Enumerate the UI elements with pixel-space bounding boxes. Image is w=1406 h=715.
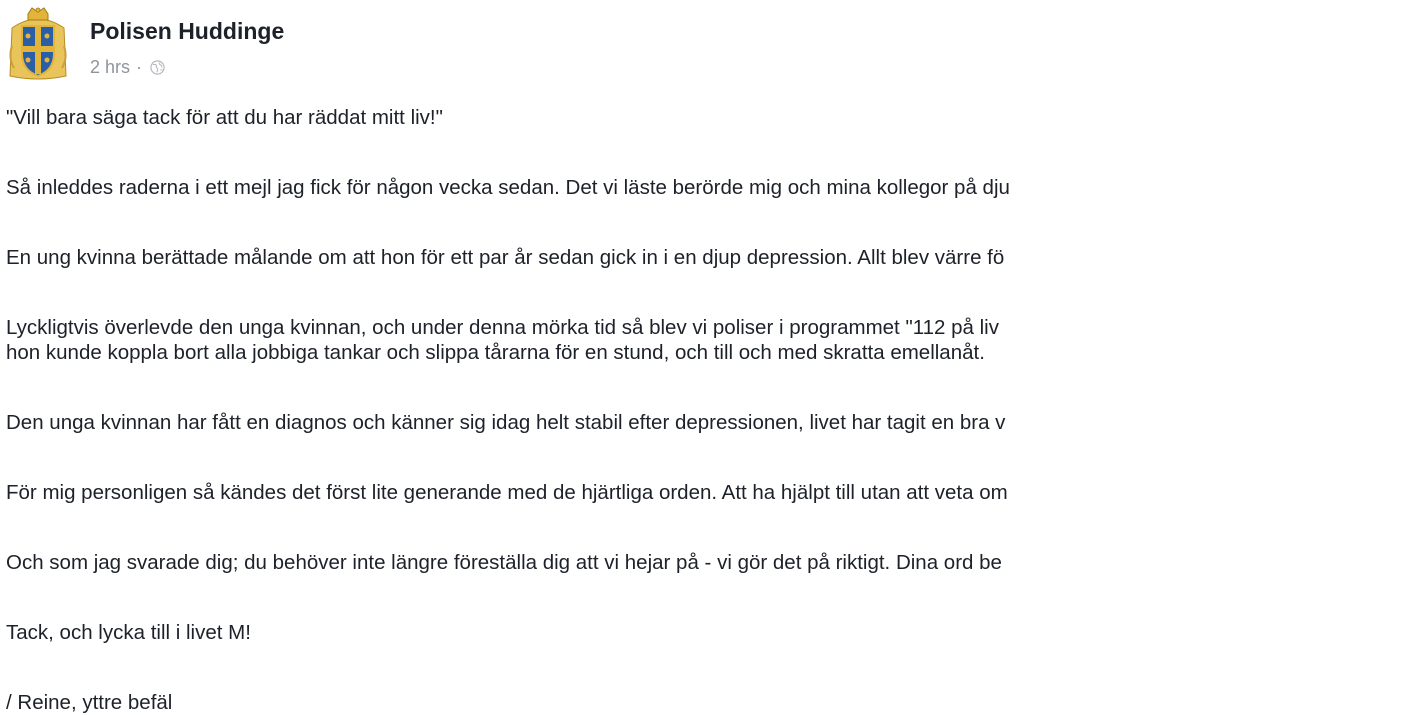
post-paragraph — [6, 690, 1406, 715]
police-coat-of-arms-icon — [6, 6, 70, 84]
post-meta — [90, 56, 165, 78]
post-text-line: För mig personligen så kändes det först lite generande med de hjärtliga orden. Att ha hjälpt till utan att veta om — [6, 481, 1008, 504]
globe-icon[interactable] — [150, 60, 165, 75]
post-body — [6, 105, 1406, 715]
post-paragraph — [6, 245, 1406, 270]
post-paragraph — [6, 550, 1406, 575]
post-text-line: Lyckligtvis överlevde den unga kvinnan, och under denna mörka tid så blev vi poliser i programmet "112 på liv — [6, 316, 999, 339]
post-text-line: "Vill bara säga tack för att du har räddat mitt liv!" — [6, 106, 443, 129]
avatar[interactable] — [6, 6, 70, 84]
post-text-line: Den unga kvinnan har fått en diagnos och känner sig idag helt stabil efter depressionen, livet har tagit en bra v — [6, 411, 1006, 434]
timestamp-link[interactable]: 2 hrs — [90, 57, 131, 77]
post-paragraph — [6, 480, 1406, 505]
post-text-line: Och som jag svarade dig; du behöver inte längre föreställa dig att vi hejar på - vi gör det på riktigt. Dina ord be — [6, 551, 1002, 574]
post-paragraph — [6, 410, 1406, 435]
post-paragraph — [6, 620, 1406, 645]
post-paragraph — [6, 175, 1406, 200]
post-text-line: Så inleddes raderna i ett mejl jag fick för någon vecka sedan. Det vi läste berörde mig och mina kollegor på dju — [6, 176, 1010, 199]
post-text-line: En ung kvinna berättade målande om att hon för ett par år sedan gick in i en djup depression. Allt blev värre fö — [6, 246, 1005, 269]
post-text-line: Tack, och lycka till i livet M! — [6, 621, 251, 644]
page-name-link[interactable]: Polisen Huddinge — [90, 18, 285, 44]
post-paragraph — [6, 105, 1406, 130]
meta-separator: · — [136, 57, 143, 77]
post-text-line: hon kunde koppla bort alla jobbiga tankar och slippa tårarna för en stund, och till och med skratta emellanåt. — [6, 341, 985, 364]
post-paragraph — [6, 315, 1406, 365]
post-header — [0, 0, 1199, 100]
post-text-line: / Reine, yttre befäl — [6, 691, 173, 714]
